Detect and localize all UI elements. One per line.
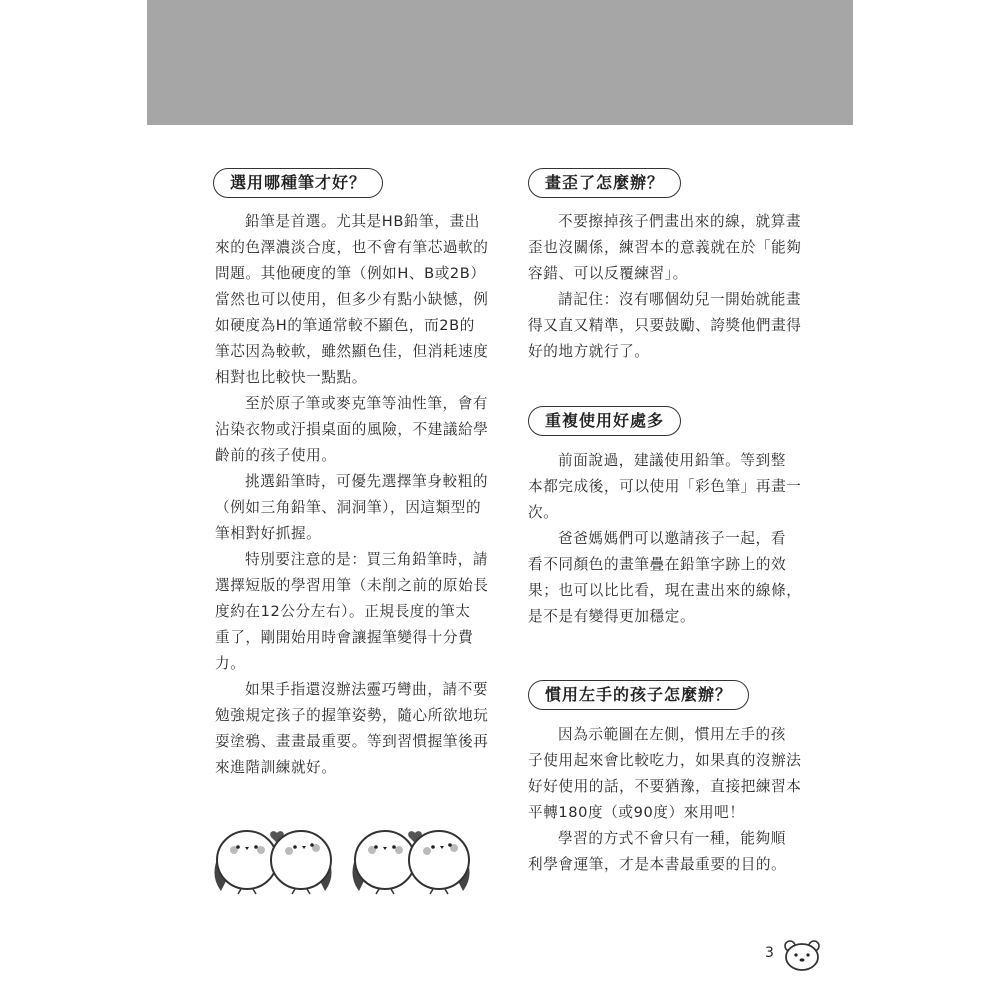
body-text-line: 容錯、可以反覆練習」。 — [528, 265, 688, 282]
body-text-line: 問題。其他硬度的筆（例如H、B或2B） — [215, 265, 486, 282]
body-text-line: 鉛筆是首選。尤其是HB鉛筆，畫出 — [245, 213, 480, 230]
body-text-line: 平轉180度（或90度）來用吧！ — [528, 804, 745, 821]
body-text-line: 好好使用的話，不要猶豫，直接把練習本 — [528, 778, 802, 795]
body-text-line: 前面說過，建議使用鉛筆。等到整 — [558, 452, 786, 469]
body-text-line: 特別要注意的是：買三角鉛筆時，請 — [245, 551, 489, 568]
body-text-line: 筆相對好抓握。 — [215, 525, 322, 542]
body-text-line: 如果手指還沒辦法靈巧彎曲，請不要 — [245, 681, 489, 698]
body-text-line: 請記住：沒有哪個幼兒一開始就能畫 — [558, 291, 802, 308]
body-text-line: 果；也可以比比看，現在畫出來的線條， — [528, 582, 802, 599]
body-text-line: 齡前的孩子使用。 — [215, 447, 337, 464]
body-text-line: 相對也比較快一點點。 — [215, 369, 367, 386]
body-text-line: 看不同顏色的畫筆疊在鉛筆字跡上的效 — [528, 556, 787, 573]
body-text-line: （例如三角鉛筆、洞洞筆），因這類型的 — [215, 499, 482, 516]
section-body-reuse — [528, 448, 802, 630]
body-text-line: 來的色澤濃淡合度，也不會有筆芯過軟的 — [215, 239, 489, 256]
body-text-line: 不要擦掉孩子們畫出來的線，就算畫 — [558, 213, 802, 230]
section-heading-pen-choice: 選用哪種筆才好？ — [213, 168, 383, 198]
section-heading-crooked: 畫歪了怎麼辦？ — [528, 168, 681, 198]
body-text-line: 重了，剛開始用時會讓握筆變得十分費 — [215, 629, 474, 646]
body-text-line: 勉強規定孩子的握筆姿勢，隨心所欲地玩 — [215, 707, 489, 724]
section-heading-left-handed: 慣用左手的孩子怎麼辦？ — [528, 680, 749, 710]
otter-icon — [783, 938, 821, 972]
birds-illustration — [205, 815, 485, 895]
body-text-line: 沾染衣物或汙損桌面的風險，不建議給學 — [215, 421, 489, 438]
body-text-line: 是不是有變得更加穩定。 — [528, 608, 696, 625]
body-text-line: 學習的方式不會只有一種，能夠順 — [558, 830, 786, 847]
body-text-line: 度約在12公分左右）。正規長度的筆太 — [215, 603, 471, 620]
body-text-line: 利學會運筆，才是本書最重要的目的。 — [528, 856, 787, 873]
body-text-line: 本都完成後，可以使用「彩色筆」再畫一 — [528, 478, 802, 495]
section-body-crooked — [528, 209, 802, 365]
body-text-line: 子使用起來會比較吃力，如果真的沒辦法 — [528, 752, 802, 769]
body-text-line: 筆芯因為較軟，雖然顯色佳，但消耗速度 — [215, 343, 489, 360]
page-number: 3 — [765, 945, 774, 961]
body-text-line: 因為示範圖在左側，慣用左手的孩 — [558, 726, 786, 743]
body-text-line: 挑選鉛筆時，可優先選擇筆身較粗的 — [245, 473, 489, 490]
header-band — [147, 0, 853, 125]
body-text-line: 歪也沒關係，練習本的意義就在於「能夠 — [528, 239, 802, 256]
body-text-line: 當然也可以使用，但多少有點小缺憾，例 — [215, 291, 489, 308]
body-text-line: 次。 — [528, 504, 559, 521]
body-text-line: 爸爸媽媽們可以邀請孩子一起，看 — [558, 530, 786, 547]
section-body-pen-choice — [215, 209, 489, 781]
body-text-line: 選擇短版的學習用筆（未削之前的原始長 — [215, 577, 489, 594]
body-text-line: 得又直又精準，只要鼓勵、誇獎他們畫得 — [528, 317, 802, 334]
body-text-line: 耍塗鴉、畫畫最重要。等到習慣握筆後再 — [215, 733, 489, 750]
body-text-line: 如硬度為H的筆通常較不顯色，而2B的 — [215, 317, 475, 334]
body-text-line: 來進階訓練就好。 — [215, 759, 337, 776]
body-text-line: 力。 — [215, 655, 246, 672]
section-body-left-handed — [528, 722, 802, 878]
section-heading-reuse: 重複使用好處多 — [528, 406, 681, 436]
body-text-line: 至於原子筆或麥克筆等油性筆，會有 — [245, 395, 489, 412]
body-text-line: 好的地方就行了。 — [528, 343, 650, 360]
